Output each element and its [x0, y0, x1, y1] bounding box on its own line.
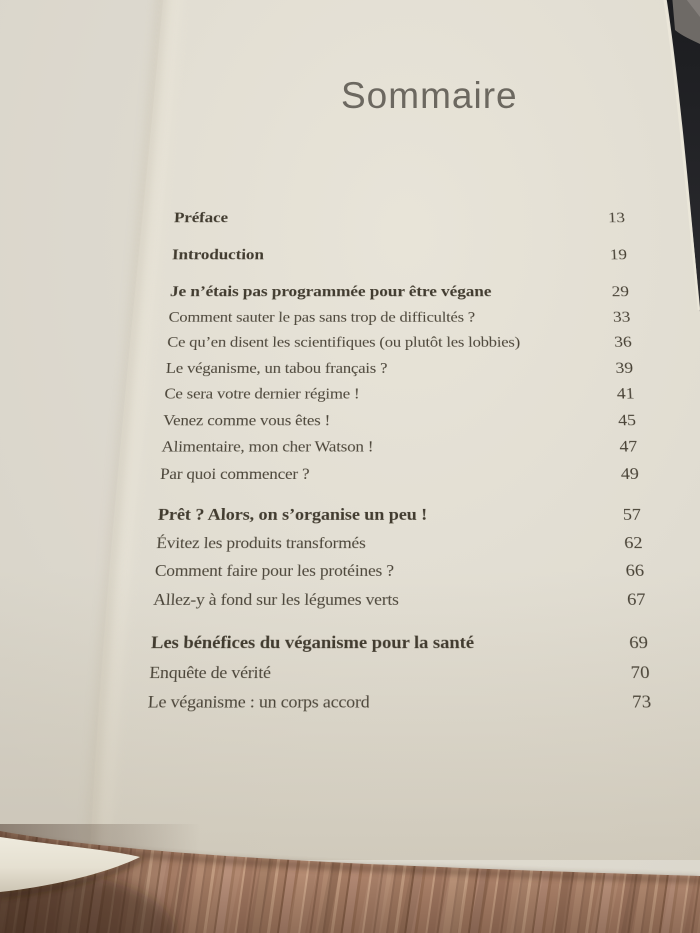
toc-entry-page: 70: [630, 662, 651, 683]
toc-row: [153, 585, 647, 614]
toc-entry-page: 62: [623, 533, 644, 553]
toc-entry-page: 69: [628, 633, 649, 653]
toc-row: [171, 243, 627, 267]
toc-row: [168, 305, 631, 330]
toc-entry-page: 45: [617, 411, 637, 430]
toc-entry-label: Allez-y à fond sur les légumes verts: [152, 589, 399, 609]
toc-entry-page: 29: [611, 283, 630, 301]
toc-entry-label: Comment sauter le pas sans trop de difficultés ?: [168, 308, 476, 325]
toc-entry-label: Introduction: [171, 246, 265, 263]
toc-entry-page: 41: [616, 385, 635, 403]
toc-row: [167, 330, 633, 356]
toc-row: [159, 460, 639, 487]
toc-entry-label: Le véganisme : un corps accord: [147, 692, 370, 712]
toc-row: [162, 407, 636, 433]
toc-entry-page: 39: [615, 359, 634, 377]
toc-entry-page: 36: [613, 333, 633, 351]
toc-entry-label: Ce qu’en disent les scientifiques (ou plutôt les lobbies): [166, 333, 521, 350]
toc-entry-page: 13: [607, 210, 626, 227]
toc-entry-label: Prêt ? Alors, on s’organise un peu !: [157, 505, 428, 525]
toc-row: [150, 629, 649, 658]
toc-entry-label: Enquête de vérité: [148, 662, 272, 682]
toc-entry-label: Évitez les produits transformés: [155, 533, 366, 552]
toc-entry-label: Le véganisme, un tabou français ?: [165, 359, 388, 376]
toc-entry-label: Par quoi commencer ?: [159, 464, 310, 482]
toc-entry-label: Venez comme vous êtes !: [162, 411, 331, 429]
toc-row: [149, 658, 651, 688]
toc-entry-page: 49: [620, 464, 640, 483]
toc-entry-page: 47: [619, 437, 638, 456]
toc-entry-label: Je n’étais pas programmée pour être végane: [169, 283, 492, 301]
toc-entry-page: 33: [612, 308, 631, 326]
toc-entry-label: Ce sera votre dernier régime !: [164, 385, 360, 402]
toc-entry-label: Préface: [173, 210, 229, 227]
toc-row: [156, 529, 644, 557]
toc-entry-page: 57: [622, 505, 642, 525]
table-of-contents: [147, 206, 652, 717]
toc-row: [173, 206, 625, 230]
toc-entry-page: 19: [609, 246, 628, 263]
toc-row: [165, 355, 634, 381]
toc-entry-label: Comment faire pour les protéines ?: [154, 561, 394, 580]
toc-row: [154, 557, 645, 585]
page-title: Sommaire: [341, 75, 518, 116]
toc-entry-page: 67: [626, 589, 647, 609]
toc-entry-label: Alimentaire, mon cher Watson !: [161, 437, 374, 455]
toc-row: [157, 501, 642, 529]
toc-entry-page: 73: [631, 692, 652, 713]
toc-row: [164, 381, 635, 407]
toc-row: [169, 280, 629, 305]
toc-row: [161, 434, 638, 461]
toc-row: [147, 688, 652, 718]
toc-entry-page: 66: [625, 561, 645, 581]
toc-entry-label: Les bénéfices du véganisme pour la santé: [150, 633, 475, 653]
